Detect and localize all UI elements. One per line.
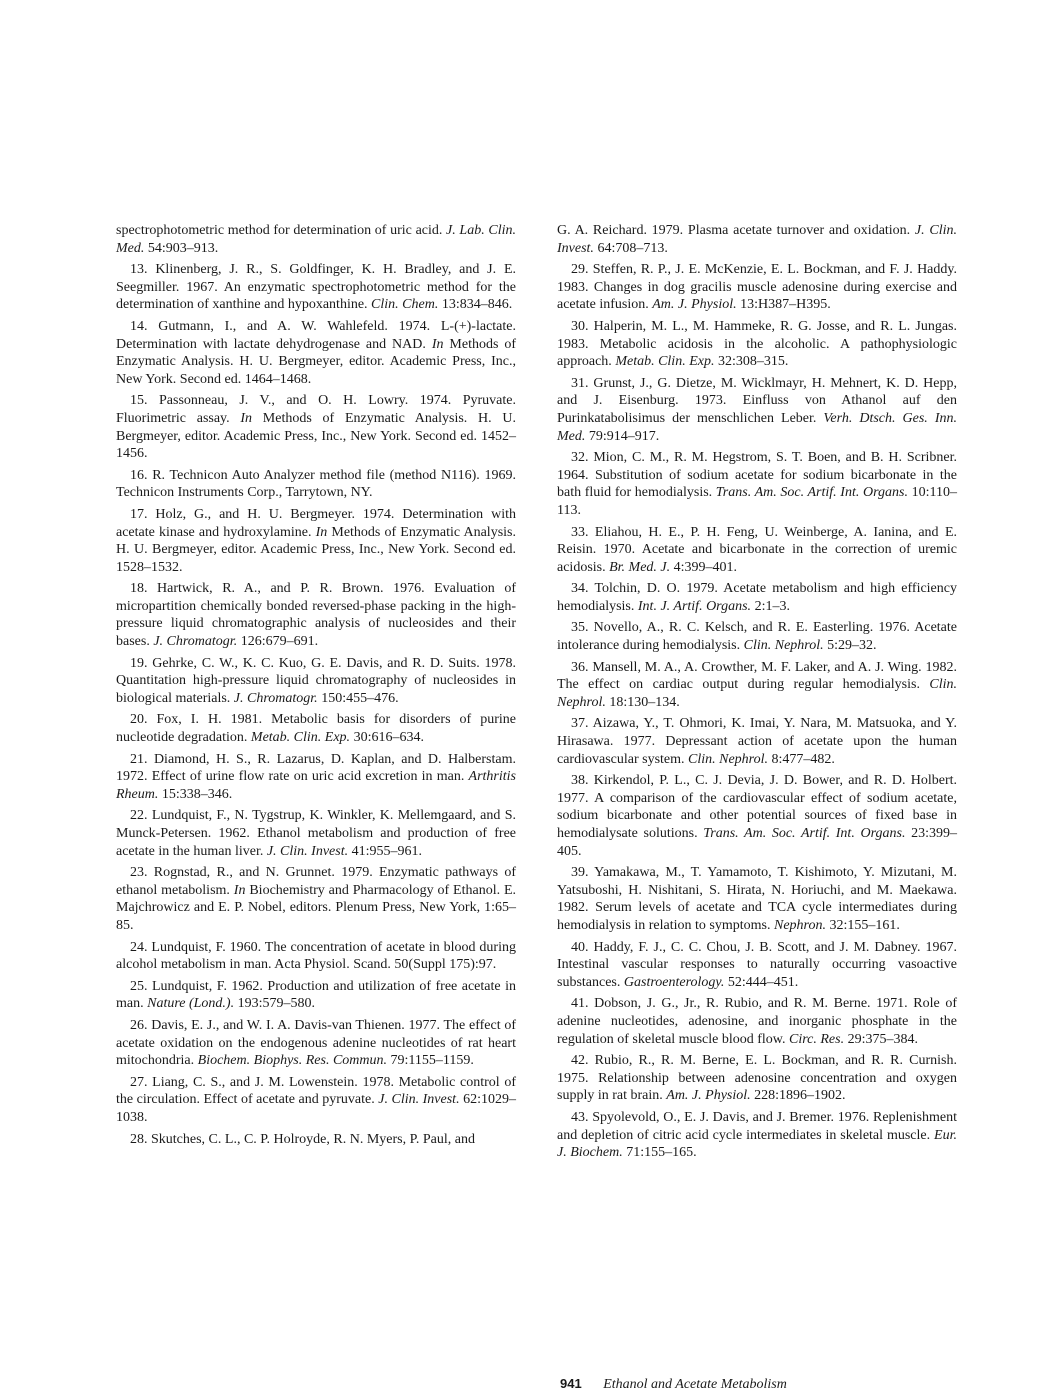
reference-text: 24. Lundquist, F. 1960. The concentration of acetate in blood during alcohol metabolism in man. Acta Physiol. Scand. 50(Suppl 175):97. [116,939,516,973]
reference-citation: 62:1029–1038. [116,1092,516,1125]
reference-entry [557,715,957,768]
reference-journal: In [233,882,246,898]
reference-journal: Clin. Chem. [371,297,439,313]
reference-entry [557,772,957,860]
reference-citation: 29:375–384. [844,1031,918,1047]
reference-citation: 30:616–634. [350,730,424,746]
reference-entry [557,619,957,654]
reference-journal: Trans. Am. Soc. Artif. Int. Organs. [715,485,908,501]
reference-text: 22. Lundquist, F., N. Tygstrup, K. Winkler, K. Mellemgaard, and S. Munck-Petersen. 1962. Ethanol metabolism and production of free acetate in the human liver. [116,808,516,859]
reference-citation: 10:110–113. [557,485,957,518]
reference-journal: Arthritis Rheum. [116,769,516,802]
reference-citation: 2:1–3. [751,598,790,614]
reference-entry [557,659,957,712]
reference-entry [116,1131,516,1149]
reference-journal: Nephron. [774,917,826,933]
reference-text: 29. Steffen, R. P., J. E. McKenzie, E. L. Bockman, and F. J. Haddy. 1983. Changes in dog gracilis muscle adenosine during exercise and acetate infusion. [557,262,957,313]
reference-text: 16. R. Technicon Auto Analyzer method file (method N116). 1969. Technicon Instruments Corp., Tarrytown, NY. [116,467,516,501]
reference-journal: J. Clin. Invest. [557,223,957,256]
reference-entry [116,751,516,804]
page-number: 941 [560,1376,582,1391]
reference-text: 38. Kirkendol, P. L., C. J. Devia, J. D. Bower, and R. D. Holbert. 1977. A comparison of the cardiovascular effect of sodium acetate, sodium bicarbonate and other potential sources of fixed base in hemodialysate solutions. [557,773,957,841]
reference-citation: Methods of Enzymatic Analysis. H. U. Bergmeyer, editor. Academic Press, Inc., New York. Second ed. 1464–1468. [116,336,516,387]
reference-entry [116,222,516,257]
reference-text: 34. Tolchin, D. O. 1979. Acetate metabolism and high efficiency hemodialysis. [557,581,957,614]
reference-entry [116,978,516,1013]
reference-journal: Metab. Clin. Exp. [615,354,715,370]
reference-journal: Am. J. Physiol. [652,297,737,313]
reference-entry [116,318,516,388]
reference-journal: Am. J. Physiol. [666,1088,751,1104]
reference-entry [557,318,957,371]
reference-citation: 5:29–32. [823,638,877,654]
reference-entry [116,711,516,746]
reference-citation: 71:155–165. [622,1145,697,1161]
reference-entry [116,655,516,708]
reference-text: 19. Gehrke, C. W., K. C. Kuo, G. E. Davis, and R. D. Suits. 1978. Quantitation high-pressure liquid chromatography of nucleosides in biological materials. [116,655,516,706]
reference-citation: 41:955–961. [348,843,422,859]
reference-text: 25. Lundquist, F. 1962. Production and utilization of free acetate in man. [116,978,516,1012]
reference-text: 37. Aizawa, Y., T. Ohmori, K. Imai, Y. Nara, M. Matsuoka, and Y. Hirasawa. 1977. Depressant action of acetate upon the human cardiovascular system. [557,716,957,767]
reference-text: 32. Mion, C. M., R. M. Hegstrom, S. T. Boen, and B. H. Scribner. 1964. Substitution of sodium acetate for sodium bicarbonate in the bath fluid for hemodialysis. [557,450,957,501]
reference-entry [557,1109,957,1162]
reference-entry [557,864,957,934]
reference-entry [557,580,957,615]
reference-citation: 23:399–405. [557,826,958,859]
reference-journal: J. Chromatogr. [233,690,318,706]
reference-citation: 15:338–346. [158,786,233,802]
reference-entry [116,506,516,576]
reference-journal: Verh. Dtsch. Ges. Inn. Med. [557,410,957,444]
reference-citation: Methods of Enzymatic Analysis. H. U. Bergmeyer, editor. Academic Press, Inc., New York. Second ed. 1528–1532. [116,524,516,575]
reference-citation: 52:444–451. [724,974,799,990]
reference-entry [116,939,516,974]
reference-journal: J. Lab. Clin. Med. [116,223,516,256]
reference-entry [557,375,957,445]
reference-citation: 32:308–315. [714,354,789,370]
reference-entry [557,1052,957,1105]
reference-citation: 32:155–161. [825,917,900,933]
reference-citation: 13:H387–H395. [736,297,831,313]
reference-text: 23. Rognstad, R., and N. Grunnet. 1979. Enzymatic pathways of ethanol metabolism. [116,865,516,898]
reference-text: G. A. Reichard. 1979. Plasma acetate turnover and oxidation. [557,223,915,238]
reference-citation: 4:399–401. [670,559,738,575]
reference-entry [116,467,516,502]
reference-journal: Clin. Nephrol. [557,677,957,710]
reference-text: 18. Hartwick, R. A., and P. R. Brown. 1976. Evaluation of micropartition chemically bonded reversed-phase packing in the high-pressure liquid chromatographic analysis of nucleosides and their bases. [116,581,516,650]
reference-citation: 193:579–580. [234,996,315,1012]
reference-citation: 150:455–476. [317,690,399,706]
reference-text: 27. Liang, C. S., and J. M. Lowenstein. 1978. Metabolic control of the circulation. Effect of acetate and pyruvate. [116,1074,516,1108]
reference-citation: Methods of Enzymatic Analysis. H. U. Bergmeyer, editor. Academic Press, Inc., New York. Second ed. 1452–1456. [116,410,516,462]
reference-text: 39. Yamakawa, M., T. Yamamoto, T. Kishimoto, Y. Mizutani, M. Yatsuboshi, H. Nishitani, S. Hirata, N. Horiuchi, and M. Maekawa. 1982. Serum levels of acetate and TCA cycle intermediates during hemodialysis in relation to symptoms. [557,865,957,933]
reference-citation: 79:1155–1159. [387,1053,474,1069]
reference-entry [116,1074,516,1127]
reference-text: 17. Holz, G., and H. U. Bergmeyer. 1974. Determination with acetate kinase and hydroxylamine. [116,506,516,540]
reference-entry [557,939,957,992]
reference-journal: Eur. J. Biochem. [557,1127,957,1161]
reference-citation: 64:708–713. [593,240,668,256]
reference-text: 21. Diamond, H. S., R. Lazarus, D. Kaplan, and D. Halberstam. 1972. Effect of urine flow rate on uric acid excretion in man. [116,751,516,785]
reference-text: 43. Spyolevold, O., E. J. Davis, and J. Bremer. 1976. Replenishment and depletion of citric acid cycle intermediates in skeletal muscle. [557,1109,957,1143]
reference-entry [557,261,957,314]
reference-journal: In [431,336,444,352]
reference-citation: 79:914–917. [585,428,660,444]
reference-journal: Metab. Clin. Exp. [250,730,351,746]
reference-entry [116,392,516,462]
reference-journal: Biochem. Biophys. Res. Commun. [197,1053,388,1069]
reference-text: 36. Mansell, M. A., A. Crowther, M. F. Laker, and A. J. Wing. 1982. The effect on cardiac output during regular hemodialysis. [557,659,957,693]
reference-entry [116,580,516,650]
references-left-column [116,222,516,1152]
reference-text: 30. Halperin, M. L., M. Hammeke, R. G. Josse, and R. L. Jungas. 1983. Metabolic acidosis in the alcoholic. A pathophysiologic approach. [557,318,957,370]
reference-journal: Gastroenterology. [623,974,725,990]
reference-citation: Biochemistry and Pharmacology of Ethanol. E. Majchrowicz and E. P. Nobel, editors. Plenum Press, New York, 1:65–85. [116,882,517,933]
reference-citation: 228:1896–1902. [750,1088,846,1104]
reference-entry [557,222,957,257]
reference-citation: 13:834–846. [438,297,513,313]
reference-journal: Circ. Res. [788,1031,845,1047]
reference-text: 26. Davis, E. J., and W. I. A. Davis-van Thienen. 1977. The effect of acetate oxidation on the endogenous adenine nucleotides of rat heart mitochondria. [116,1017,516,1069]
reference-journal: Int. J. Artif. Organs. [637,598,752,614]
reference-journal: J. Chromatogr. [153,634,238,650]
reference-citation: 18:130–134. [605,694,680,710]
reference-entry [557,995,957,1048]
reference-text: 20. Fox, I. H. 1981. Metabolic basis for disorders of purine nucleotide degradation. [116,712,516,746]
reference-journal: In [315,524,328,540]
reference-citation: 54:903–913. [144,240,219,256]
reference-entry [116,864,516,934]
reference-text: 13. Klinenberg, J. R., S. Goldfinger, K. H. Bradley, and J. E. Seegmiller. 1967. An enzymatic spectrophotometric method for the determination of xanthine and hypoxanthine. [116,262,516,313]
reference-text: 28. Skutches, C. L., C. P. Holroyde, R. N. Myers, P. Paul, and [130,1131,475,1147]
reference-journal: Br. Med. J. [609,559,671,575]
reference-journal: Clin. Nephrol. [688,751,769,767]
reference-entry [557,449,957,519]
reference-entry [557,524,957,577]
references-right-column [557,222,957,1166]
reference-text: 33. Eliahou, H. E., P. H. Feng, U. Weinberge, A. Ianina, and E. Reisin. 1970. Acetate and bicarbonate in the correction of uremic acidosis. [557,524,957,575]
reference-text: 40. Haddy, F. J., C. C. Chou, J. B. Scott, and J. M. Dabney. 1967. Intestinal vascular responses to naturally occurring vasoactive substances. [557,939,957,990]
reference-journal: In [240,410,253,426]
reference-text: 35. Novello, A., R. C. Kelsch, and R. E. Easterling. 1976. Acetate intolerance during hemodialysis. [557,620,957,654]
reference-journal: Trans. Am. Soc. Artif. Int. Organs. [703,826,906,841]
reference-citation: 126:679–691. [237,634,319,650]
reference-journal: Clin. Nephrol. [743,638,824,654]
running-title: Ethanol and Acetate Metabolism [603,1377,787,1392]
reference-text: spectrophotometric method for determination of uric acid. [116,223,447,238]
reference-text: 41. Dobson, J. G., Jr., R. Rubio, and R. M. Berne. 1971. Role of adenine nucleotides, adenosine, and inorganic phosphate in the regulation of skeletal muscle blood flow. [557,996,957,1047]
reference-text: 42. Rubio, R., R. M. Berne, E. L. Bockman, and R. R. Curnish. 1975. Relationship between adenosine concentration and oxygen supply in rat brain. [557,1053,957,1104]
reference-journal: J. Clin. Invest. [266,843,349,859]
reference-citation: 8:477–482. [768,751,835,767]
reference-text: 15. Passonneau, J. V., and O. H. Lowry. 1974. Pyruvate. Fluorimetric assay. [116,393,516,426]
reference-journal: Nature (Lond.). [147,996,235,1012]
reference-entry [116,807,516,860]
reference-entry [116,1017,516,1070]
reference-entry [116,261,516,314]
reference-text: 14. Gutmann, I., and A. W. Wahlefeld. 1974. L-(+)-lactate. Determination with lactate dehydrogenase and NAD. [116,318,516,352]
reference-journal: J. Clin. Invest. [378,1092,460,1108]
reference-text: 31. Grunst, J., G. Dietze, M. Wicklmayr, H. Mehnert, K. D. Hepp, and J. Eisenburg. 1973. Einfluss von Athanol auf den Purinkatabolisimus der menschlichen Leber. [557,375,957,426]
